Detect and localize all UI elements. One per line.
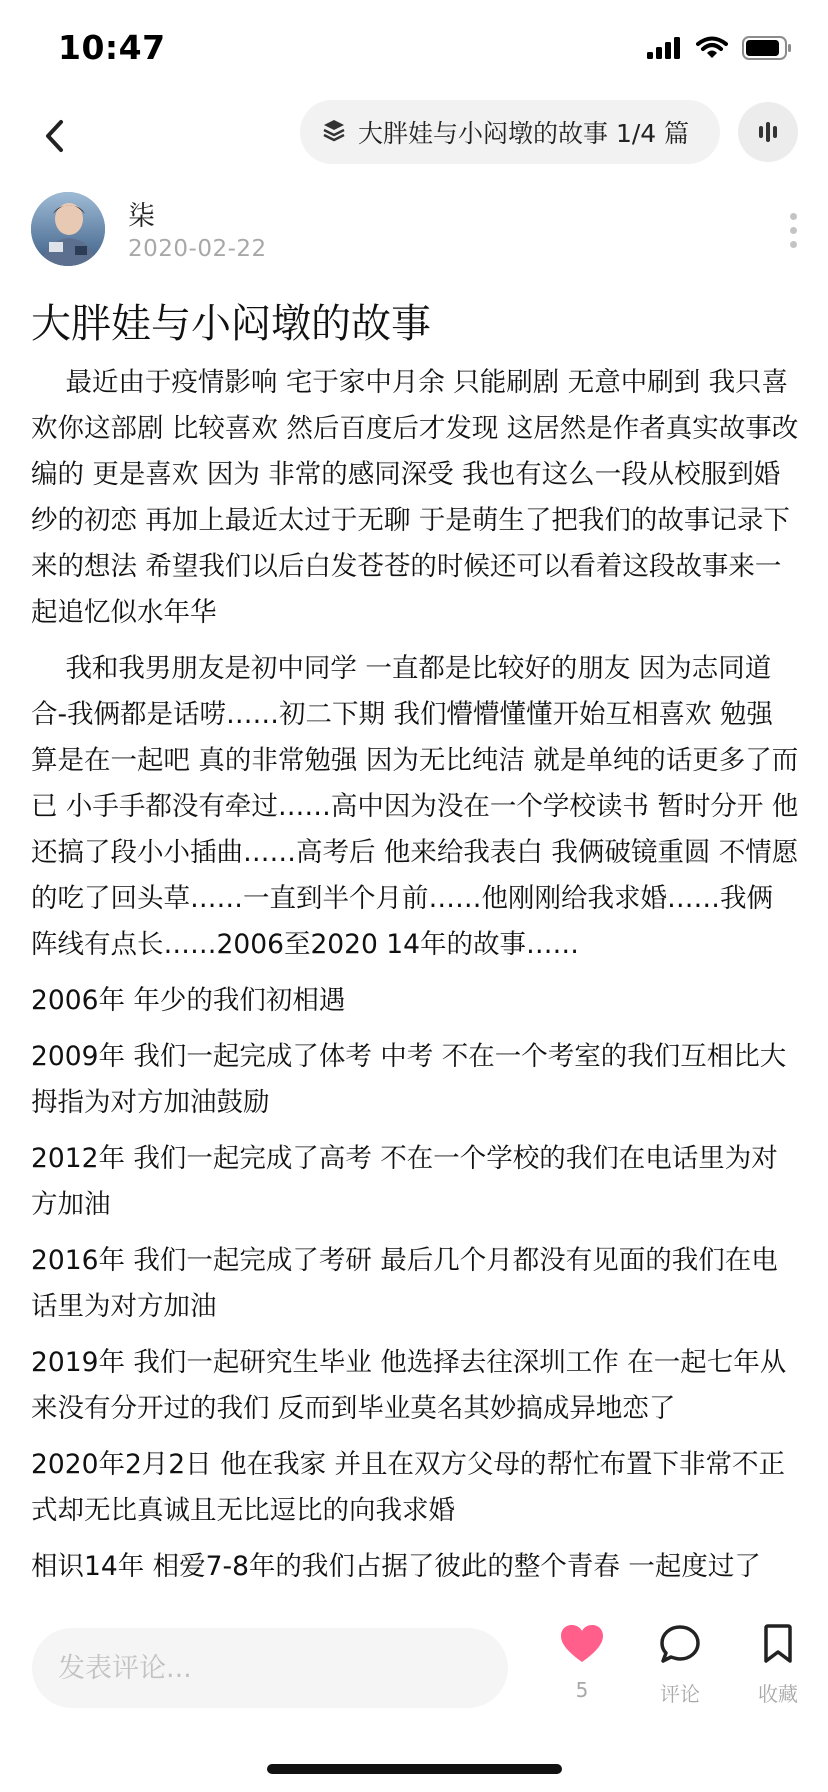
avatar-image xyxy=(31,192,105,266)
status-bar xyxy=(0,0,828,100)
article-paragraph: 2012年 我们一起完成了高考 不在一个学校的我们在电话里为对方加油 xyxy=(31,1143,778,1220)
article-body xyxy=(31,360,799,1610)
more-options-button[interactable] xyxy=(778,210,808,250)
more-dot-icon xyxy=(790,227,797,234)
like-button[interactable] xyxy=(542,1624,622,1702)
chevron-left-icon xyxy=(43,119,65,153)
article-paragraph: 2006年 年少的我们初相遇 xyxy=(31,985,346,1016)
status-time: 10:47 xyxy=(58,28,166,67)
wifi-icon xyxy=(696,36,728,64)
more-dot-icon xyxy=(790,213,797,220)
like-count: 5 xyxy=(575,1678,589,1702)
article-paragraph: 最近由于疫情影响 宅于家中月余 只能刷剧 无意中刷到 我只喜欢你这部剧 比较喜欢 然后百度后才发现 这居然是作者真实故事改编的 更是喜欢 因为 非常的感同深受 我也有这么一段从校服到婚纱的初恋 再加上最近太过于无聊 于是萌生了把我们的故事记录下来的想法 希望我们以后白发苍苍的时候还可以看着这段故事来一起追忆似水年华 xyxy=(31,367,799,628)
audio-play-button[interactable] xyxy=(738,102,798,162)
audio-bars-icon xyxy=(756,120,780,144)
chat-bubble-icon xyxy=(659,1624,701,1664)
series-label: 大胖娃与小闷墩的故事 1/4 篇 xyxy=(358,119,690,148)
favorite-button[interactable] xyxy=(738,1624,818,1707)
article-paragraph: 相识14年 相爱7-8年的我们占据了彼此的整个青春 一起度过了 xyxy=(31,1551,761,1582)
bookmark-icon xyxy=(762,1624,794,1664)
article-title: 大胖娃与小闷墩的故事 xyxy=(31,301,431,347)
status-icons xyxy=(646,36,792,64)
battery-icon xyxy=(742,36,792,64)
avatar[interactable] xyxy=(31,192,105,266)
article-paragraph: 2009年 我们一起完成了体考 中考 不在一个考室的我们互相比大拇指为对方加油鼓励 xyxy=(31,1041,787,1118)
author-name[interactable]: 柒 xyxy=(128,201,155,232)
article-paragraph: 2019年 我们一起研究生毕业 他选择去往深圳工作 在一起七年从来没有分开过的我们 反而到毕业莫名其妙搞成异地恋了 xyxy=(31,1347,787,1424)
post-date: 2020-02-22 xyxy=(128,236,267,262)
article-paragraph: 2016年 我们一起完成了考研 最后几个月都没有见面的我们在电话里为对方加油 xyxy=(31,1245,778,1322)
series-selector-button[interactable] xyxy=(300,100,720,164)
back-button[interactable] xyxy=(24,106,84,166)
comment-input[interactable] xyxy=(32,1628,508,1708)
article-paragraph: 我和我男朋友是初中同学 一直都是比较好的朋友 因为志同道合-我俩都是话唠……初二下期 我们懵懵懂懂开始互相喜欢 勉强算是在一起吧 真的非常勉强 因为无比纯洁 就是单纯的话更多了而已 小手手都没有牵过……高中因为没在一个学校读书 暂时分开 他还搞了段小小插曲……高考后 他来给我表白 我俩破镜重圆 不情愿的吃了回头草……一直到半个月前……他刚刚给我求婚……我俩阵线有点长……2006至2020 14年的故事…… xyxy=(31,653,799,960)
layers-icon xyxy=(322,118,346,146)
signal-icon xyxy=(646,36,682,64)
heart-icon xyxy=(560,1624,604,1664)
home-indicator[interactable] xyxy=(267,1764,562,1774)
comment-label: 评论 xyxy=(660,1682,700,1706)
favorite-label: 收藏 xyxy=(758,1682,798,1706)
article-paragraph: 2020年2月2日 他在我家 并且在双方父母的帮忙布置下非常不正式却无比真诚且无比逗比的向我求婚 xyxy=(31,1449,786,1526)
comment-button[interactable] xyxy=(640,1624,720,1707)
more-dot-icon xyxy=(790,241,797,248)
